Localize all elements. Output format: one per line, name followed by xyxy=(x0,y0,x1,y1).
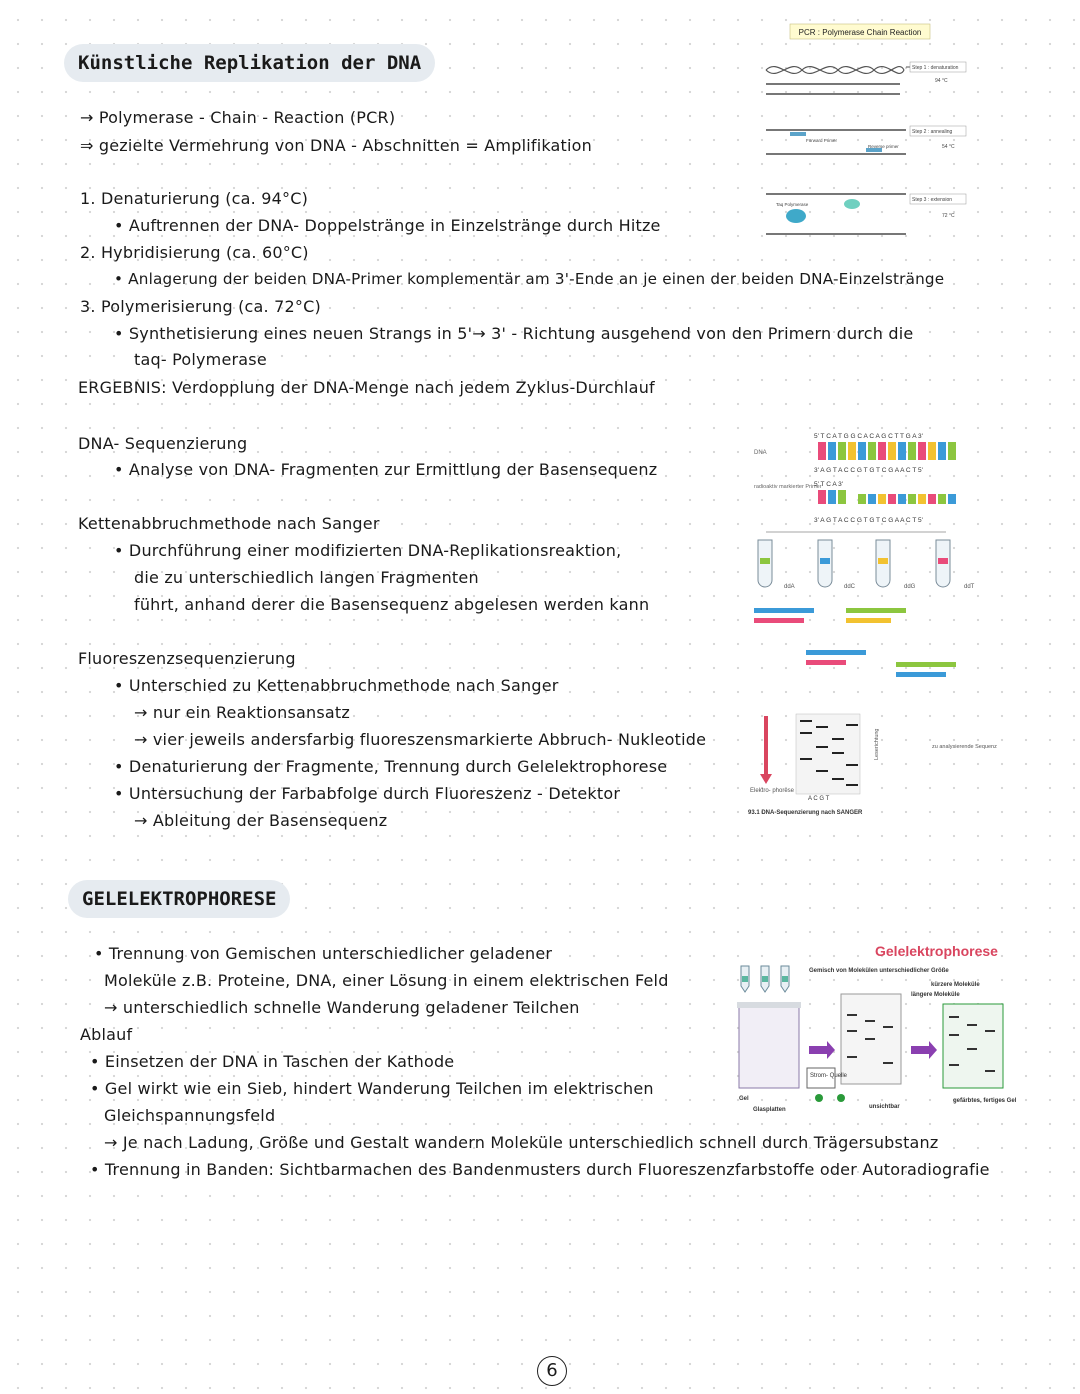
svg-text:Step 2 : annealing: Step 2 : annealing xyxy=(912,129,953,135)
page-number: 6 xyxy=(537,1356,567,1386)
svg-text:gefärbtes, fertiges Gel: gefärbtes, fertiges Gel xyxy=(953,1098,1017,1104)
gel-line-7: → Je nach Ladung, Größe und Gestalt wandern Moleküle unterschiedlich schnell durch Trägersubstanz xyxy=(104,1133,939,1152)
gel-line-1: • Trennung von Gemischen unterschiedlicher geladener xyxy=(94,944,553,963)
sanger-line-1: • Durchführung einer modifizierten DNA-Replikationsreaktion, xyxy=(114,541,622,560)
fluor-line-2: → nur ein Reaktionsansatz xyxy=(134,703,351,722)
pcr-line-6: • Anlagerung der beiden DNA-Primer komplementär am 3'-Ende an je einen der beiden DNA-Einzelstränge xyxy=(114,270,945,288)
pcr-line-1: → Polymerase - Chain - Reaction (PCR) xyxy=(80,108,396,127)
svg-text:unsichtbar: unsichtbar xyxy=(869,1104,900,1110)
svg-text:kürzere Moleküle: kürzere Moleküle xyxy=(931,982,980,988)
pcr-line-7: 3. Polymerisierung (ca. 72°C) xyxy=(80,297,321,316)
svg-text:ddA: ddA xyxy=(784,584,795,590)
sanger-heading: Kettenabbruchmethode nach Sanger xyxy=(78,514,380,533)
svg-text:ddG: ddG xyxy=(904,584,916,590)
svg-text:Glasplatten: Glasplatten xyxy=(753,1107,786,1113)
svg-text:Step 3 : extension: Step 3 : extension xyxy=(912,197,953,203)
gel-line-2: Moleküle z.B. Proteine, DNA, einer Lösung in einem elektrischen Feld xyxy=(104,971,669,990)
svg-text:Reverse primer: Reverse primer xyxy=(868,144,899,149)
svg-text:5' T C A 3': 5' T C A 3' xyxy=(814,481,843,488)
pcr-line-5: 2. Hybridisierung (ca. 60°C) xyxy=(80,243,309,262)
gel-line-5: • Gel wirkt wie ein Sieb, hindert Wanderung Teilchen im elektrischen xyxy=(90,1079,654,1098)
gel-line-4: • Einsetzen der DNA in Taschen der Kathode xyxy=(90,1052,455,1071)
seq-heading: DNA- Sequenzierung xyxy=(78,434,248,453)
svg-text:zu analysierende Sequenz: zu analysierende Sequenz xyxy=(932,744,997,750)
pcr-line-8: • Synthetisierung eines neuen Strangs in 5'→ 3' - Richtung ausgehend von den Primern durch die xyxy=(114,324,914,343)
svg-text:54 °C: 54 °C xyxy=(942,144,955,150)
gel-line-8: • Trennung in Banden: Sichtbarmachen des Bandenmusters durch Fluoreszenzfarbstoffe oder Autoradiografie xyxy=(90,1160,990,1179)
fluor-heading: Fluoreszenzsequenzierung xyxy=(78,649,296,668)
pcr-line-3: 1. Denaturierung (ca. 94°C) xyxy=(80,189,309,208)
svg-text:A C G T: A C G T xyxy=(808,796,830,802)
svg-text:längere Moleküle: längere Moleküle xyxy=(911,992,960,998)
fluor-line-3: → vier jeweils andersfarbig fluoreszensmarkierte Abbruch- Nukleotide xyxy=(134,730,707,749)
pcr-title: Künstliche Replikation der DNA xyxy=(64,44,435,82)
pcr-line-10: ERGEBNIS: Verdopplung der DNA-Menge nach jedem Zyklus-Durchlauf xyxy=(78,378,655,397)
svg-text:radioaktiv markierter Primer: radioaktiv markierter Primer xyxy=(754,484,822,490)
svg-text:Taq Polymerase: Taq Polymerase xyxy=(776,202,809,207)
sanger-line-2: die zu unterschiedlich langen Fragmenten xyxy=(134,568,479,587)
sanger-caption: 93.1 DNA-Sequenzierung nach SANGER xyxy=(748,810,863,816)
pcr-line-9: taq- Polymerase xyxy=(134,350,267,369)
fluor-line-6: → Ableitung der Basensequenz xyxy=(134,811,388,830)
svg-text:72 °C: 72 °C xyxy=(942,213,955,219)
svg-text:3' A G T A C C G T G T C G A A: 3' A G T A C C G T G T C G A A C T 5' xyxy=(814,517,923,524)
gel-title: GELELEKTROPHORESE xyxy=(68,880,290,918)
svg-text:Strom- Quelle: Strom- Quelle xyxy=(810,1073,848,1079)
fluor-line-5: • Untersuchung der Farbabfolge durch Fluoreszenz - Detektor xyxy=(114,784,621,803)
sanger-figure xyxy=(746,428,997,820)
svg-text:Gemisch von Molekülen untersch: Gemisch von Molekülen unterschiedlicher Größe xyxy=(809,968,949,974)
svg-text:94 °C: 94 °C xyxy=(935,78,948,84)
pcr-figure xyxy=(760,22,975,252)
gel-figure-title: Gelelektrophorese xyxy=(875,943,998,959)
gel-figure xyxy=(735,938,1020,1118)
gel-ablauf: Ablauf xyxy=(80,1025,133,1044)
svg-text:Step 1 : denaturation: Step 1 : denaturation xyxy=(912,65,959,71)
svg-text:ddC: ddC xyxy=(844,584,856,590)
gel-line-3: → unterschiedlich schnelle Wanderung geladener Teilchen xyxy=(104,998,580,1017)
gel-line-6: Gleichspannungsfeld xyxy=(104,1106,276,1125)
svg-text:DNA: DNA xyxy=(754,450,767,456)
pcr-figure-title: PCR : Polymerase Chain Reaction xyxy=(798,28,922,37)
fluor-line-4: • Denaturierung der Fragmente, Trennung durch Gelelektrophorese xyxy=(114,757,668,776)
svg-text:5' T C A T G G C A C A G C T T: 5' T C A T G G C A C A G C T T G A 3' xyxy=(814,433,923,440)
svg-text:Gel: Gel xyxy=(739,1096,749,1102)
svg-text:Forward Primer: Forward Primer xyxy=(806,138,838,143)
seq-line-1: • Analyse von DNA- Fragmenten zur Ermittlung der Basensequenz xyxy=(114,460,658,479)
pcr-line-2: ⇒ gezielte Vermehrung von DNA - Abschnitten = Amplifikation xyxy=(80,136,592,155)
svg-text:3' A G T A C C G T G T C G A A: 3' A G T A C C G T G T C G A A C T 5' xyxy=(814,467,923,474)
svg-text:Leserichtung: Leserichtung xyxy=(874,728,880,760)
pcr-line-4: • Auftrennen der DNA- Doppelstränge in Einzelstränge durch Hitze xyxy=(114,216,661,235)
fluor-line-1: • Unterschied zu Kettenabbruchmethode nach Sanger xyxy=(114,676,559,695)
sanger-line-3: führt, anhand derer die Basensequenz abgelesen werden kann xyxy=(134,595,650,614)
svg-text:Elektro- phorese: Elektro- phorese xyxy=(750,788,795,794)
svg-text:ddT: ddT xyxy=(964,584,975,590)
